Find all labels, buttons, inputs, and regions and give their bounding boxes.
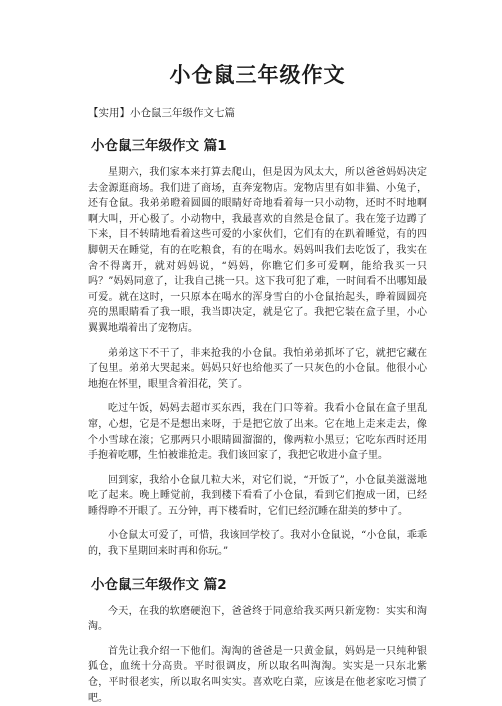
paragraph: 首先让我介绍一下他们。淘淘的爸爸是一只黄金鼠，妈妈是一只纯种银狐仓，血统十分高贵。平时很调皮，所以取名叫淘淘。实实是一只东北紫仓，平时很老实，所以取名叫实实。喜欢吃白菜，应该是在他老家吃习惯了吧。 (88, 645, 427, 704)
document-intro: 【实用】小仓鼠三年级作文七篇 (88, 107, 235, 119)
section-heading: 小仓鼠三年级作文 篇1 (91, 138, 227, 154)
paragraph: 吃过午饭，妈妈去超市买东西，我在门口等着。我看小仓鼠在盒子里乱窜，心想，它是不是想出来呀，于是把它放了出来。它在地上走来走去，像个小雪球在滚；它那两只小眼睛圆溜溜的，像两粒小黑豆；它吃东西时还用手抱着吃哪，生怕被谁抢走。我们该回家了，我把它收进小盒子里。 (88, 403, 427, 462)
paragraph: 今天，在我的软磨硬泡下，爸爸终于同意给我买两只新宠物：实实和淘淘。 (88, 605, 427, 633)
section-heading: 小仓鼠三年级作文 篇2 (91, 576, 227, 593)
essay-section-2 (88, 576, 427, 706)
document-title: 小仓鼠三年级作文 (169, 63, 346, 87)
essay-section-1 (88, 137, 427, 560)
paragraph: 弟弟这下不干了，非来抢我的小仓鼠。我怕弟弟抓坏了它，就把它藏在了包里。弟弟大哭起来。妈妈只好也给他买了一只灰色的小仓鼠。他很小心地抱在怀里，眼里含着泪花，笑了。 (88, 347, 427, 390)
paragraph: 小仓鼠太可爱了，可惜，我该回学校了。我对小仓鼠说，“小仓鼠，乖乖的，我下星期回来时再和你玩。” (88, 530, 427, 558)
paragraph: 回到家，我给小仓鼠几粒大米，对它们说，“开饭了”，小仓鼠美滋滋地吃了起来。晚上睡觉前，我到楼下看看了小仓鼠，看到它们抱成一团，已经睡得睁不开眼了。五分钟，再下楼看时，它们已经沉睡在甜美的梦中了。 (88, 474, 427, 517)
paragraph: 星期六，我们家本来打算去爬山，但是因为风太大，所以爸爸妈妈决定去金源逛商场。我们进了商场，直奔宠物店。宠物店里有如非猫、小兔子，还有仓鼠。我弟弟瞪着圆圆的眼睛好奇地看着每一只小动物，还时不时地啊啊大叫，开心极了。小动物中，我最喜欢的自然是仓鼠了。我在笼子边蹲了下来，目不转睛地看着这些可爱的小家伙们，它们有的在趴着睡觉，有的四脚朝天在睡觉，有的在吃粮食，有的在喝水。妈妈叫我们去吃饭了，我实在舍不得离开，就对妈妈说，“妈妈，你瞧它们多可爱啊，能给我买一只吗？”妈妈同意了，让我自己挑一只。这下我可犯了难，一时间看不出哪知最可爱。就在这时，一只原本在喝水的浑身雪白的小仓鼠抬起头，睁着圆圆亮亮的黑眼睛看了我一眼，我当即决定，就是它了。我把它装在盒子里，小心翼翼地端着出了宠物店。 (88, 167, 427, 334)
